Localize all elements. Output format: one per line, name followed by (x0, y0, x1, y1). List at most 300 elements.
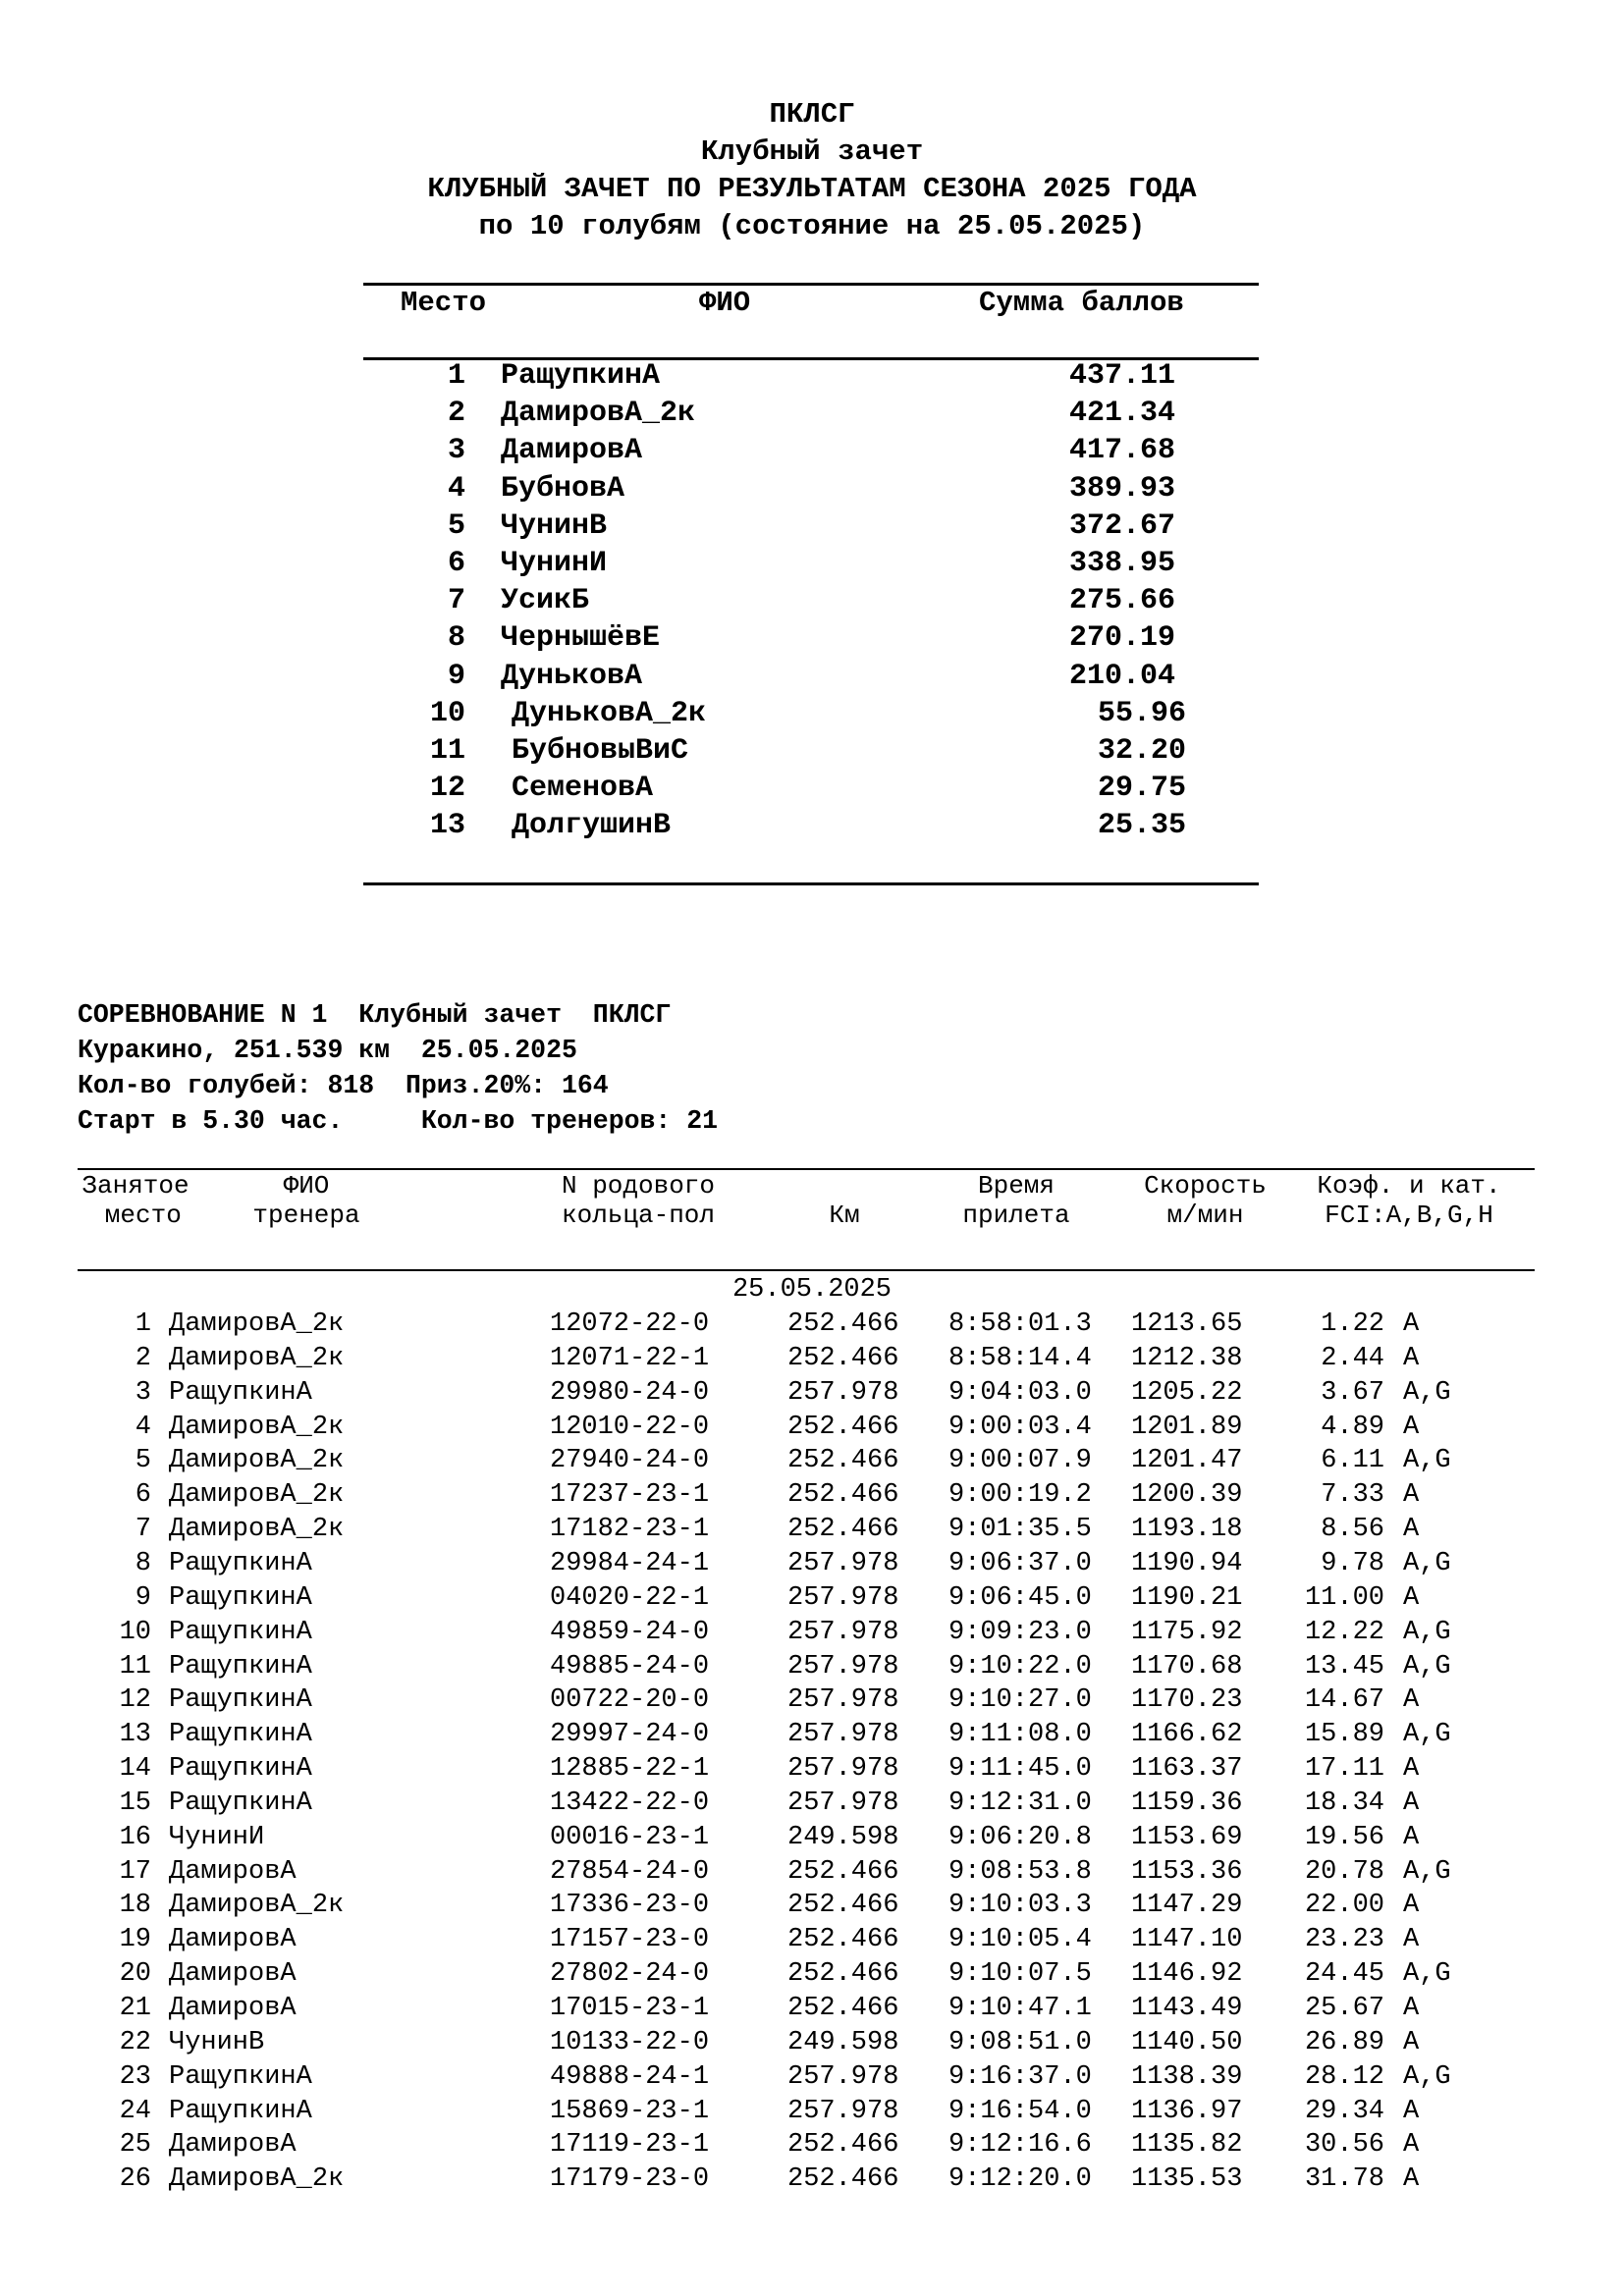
result-ring: 29980-24-0 (550, 1377, 710, 1408)
results-col-name: ФИО тренера (252, 1171, 360, 1230)
result-category: A,G (1403, 1377, 1451, 1408)
result-place: 23 (119, 2061, 151, 2092)
result-coefficient: 3.67 (1321, 1377, 1384, 1408)
standings-row (0, 397, 1624, 434)
result-speed: 1170.23 (1131, 1685, 1243, 1716)
result-coefficient: 9.78 (1321, 1548, 1384, 1578)
result-coefficient: 15.89 (1304, 1720, 1384, 1750)
standings-col-name: ФИО (699, 287, 751, 319)
standings-score: 55.96 (1097, 696, 1186, 730)
standings-place: 8 (447, 621, 465, 656)
result-category: A,G (1403, 1651, 1451, 1682)
result-km: 252.466 (787, 1925, 899, 1955)
result-category: A (1403, 1309, 1420, 1339)
result-trainer: РащупкинА (169, 1720, 312, 1750)
result-trainer: РащупкинА (169, 2061, 312, 2092)
standings-place: 1 (447, 359, 465, 393)
result-ring: 17336-23-0 (550, 1891, 710, 1921)
result-arrival-time: 9:12:16.6 (948, 2130, 1092, 2161)
results-row (0, 1378, 1624, 1413)
standings-place: 3 (447, 434, 465, 468)
result-place: 25 (119, 2130, 151, 2161)
report-subtitle: Клубный зачет (700, 135, 924, 168)
standings-score: 29.75 (1097, 772, 1186, 806)
result-arrival-time: 9:09:23.0 (948, 1617, 1092, 1647)
result-category: A (1403, 1343, 1420, 1373)
result-speed: 1170.68 (1131, 1651, 1243, 1682)
result-category: A (1403, 1788, 1420, 1818)
results-col-speed: Скорость м/мин (1144, 1171, 1267, 1230)
result-km: 252.466 (787, 1309, 899, 1339)
result-ring: 29984-24-1 (550, 1548, 710, 1578)
result-km: 257.978 (787, 1548, 899, 1578)
result-km: 257.978 (787, 1582, 899, 1613)
result-km: 257.978 (787, 1617, 899, 1647)
results-row (0, 2062, 1624, 2097)
result-place: 5 (135, 1446, 151, 1476)
result-ring: 17119-23-1 (550, 2130, 710, 2161)
result-speed: 1147.10 (1131, 1925, 1243, 1955)
result-coefficient: 29.34 (1304, 2096, 1384, 2126)
result-category: A,G (1403, 1446, 1451, 1476)
result-ring: 17015-23-1 (550, 1994, 710, 2023)
standings-name: ЧунинВ (501, 508, 608, 543)
standings-place: 11 (429, 734, 465, 768)
results-row (0, 1446, 1624, 1480)
result-place: 18 (119, 1891, 151, 1921)
results-row (0, 1413, 1624, 1447)
result-category: A (1403, 2130, 1420, 2161)
result-trainer: ДамировА_2к (169, 1309, 345, 1339)
result-trainer: РащупкинА (169, 1582, 312, 1613)
result-speed: 1147.29 (1131, 1891, 1243, 1921)
result-trainer: РащупкинА (169, 1548, 312, 1578)
result-category: A (1403, 1891, 1420, 1921)
standings-score: 372.67 (1068, 508, 1175, 543)
result-coefficient: 18.34 (1304, 1788, 1384, 1818)
result-trainer: РащупкинА (169, 1651, 312, 1682)
result-coefficient: 19.56 (1304, 1822, 1384, 1852)
results-row (0, 1583, 1624, 1618)
result-km: 252.466 (787, 1412, 899, 1442)
standings-place: 2 (447, 397, 465, 431)
result-category: A,G (1403, 1548, 1451, 1578)
result-arrival-time: 9:11:45.0 (948, 1754, 1092, 1785)
result-arrival-time: 9:06:45.0 (948, 1582, 1092, 1613)
result-place: 7 (135, 1515, 151, 1545)
result-ring: 12885-22-1 (550, 1754, 710, 1785)
result-coefficient: 31.78 (1304, 2164, 1384, 2195)
standings-row (0, 734, 1624, 772)
standings-name: БубновА (501, 471, 625, 506)
result-speed: 1135.53 (1131, 2164, 1243, 2195)
result-place: 9 (135, 1582, 151, 1613)
result-arrival-time: 8:58:01.3 (948, 1309, 1092, 1339)
result-ring: 04020-22-1 (550, 1582, 710, 1613)
results-col-coef: Коэф. и кат. FCI:A,B,G,H (1317, 1171, 1501, 1230)
result-arrival-time: 9:08:53.8 (948, 1856, 1092, 1887)
results-top-rule (78, 1168, 1535, 1170)
result-trainer: ДамировА_2к (169, 1515, 345, 1545)
standings-row (0, 697, 1624, 734)
result-arrival-time: 9:12:20.0 (948, 2164, 1092, 2195)
result-category: A (1403, 1925, 1420, 1955)
standings-score: 275.66 (1068, 584, 1175, 618)
result-speed: 1138.39 (1131, 2061, 1243, 2092)
standings-score: 32.20 (1097, 734, 1186, 768)
result-speed: 1163.37 (1131, 1754, 1243, 1785)
result-km: 257.978 (787, 2061, 899, 2092)
result-ring: 27802-24-0 (550, 1959, 710, 1990)
standings-score: 389.93 (1068, 471, 1175, 506)
result-category: A,G (1403, 1617, 1451, 1647)
report-title: КЛУБНЫЙ ЗАЧЕТ ПО РЕЗУЛЬТАТАМ СЕЗОНА 2025 ГОДА (427, 173, 1197, 205)
result-category: A (1403, 1515, 1420, 1545)
results-header-rule (78, 1269, 1535, 1271)
result-trainer: РащупкинА (169, 1617, 312, 1647)
result-ring: 29997-24-0 (550, 1720, 710, 1750)
results-col-km: Км (829, 1201, 860, 1230)
result-trainer: РащупкинА (169, 2096, 312, 2126)
result-ring: 00016-23-1 (550, 1822, 710, 1852)
result-km: 257.978 (787, 2096, 899, 2126)
results-row (0, 1959, 1624, 1994)
standings-col-score: Сумма баллов (979, 287, 1184, 319)
result-trainer: РащупкинА (169, 1377, 312, 1408)
result-speed: 1213.65 (1131, 1309, 1243, 1339)
result-coefficient: 28.12 (1304, 2061, 1384, 2092)
standings-place: 6 (447, 547, 465, 580)
result-arrival-time: 9:06:37.0 (948, 1548, 1092, 1578)
result-trainer: РащупкинА (169, 1788, 312, 1818)
results-row (0, 2164, 1624, 2199)
report-note: по 10 голубям (состояние на 25.05.2025) (478, 210, 1146, 242)
standings-top-rule (363, 283, 1259, 286)
result-coefficient: 20.78 (1304, 1856, 1384, 1887)
result-ring: 12071-22-1 (550, 1343, 710, 1373)
result-speed: 1201.89 (1131, 1412, 1243, 1442)
result-ring: 12010-22-0 (550, 1412, 710, 1442)
result-place: 12 (119, 1685, 151, 1716)
result-arrival-time: 9:16:37.0 (948, 2061, 1092, 2092)
result-arrival-time: 9:12:31.0 (948, 1788, 1092, 1818)
result-ring: 49859-24-0 (550, 1617, 710, 1647)
standings-name: БубновыВиС (512, 734, 689, 768)
standings-name: ЧунинИ (501, 547, 608, 580)
result-arrival-time: 9:06:20.8 (948, 1822, 1092, 1852)
results-col-ring: N родового кольца-пол (561, 1171, 716, 1230)
standings-name: ДолгушинВ (512, 809, 672, 843)
result-km: 252.466 (787, 1856, 899, 1887)
results-row (0, 1754, 1624, 1789)
result-trainer: ДамировА_2к (169, 1343, 345, 1373)
result-ring: 13422-22-0 (550, 1788, 710, 1818)
result-coefficient: 25.67 (1304, 1994, 1384, 2023)
result-km: 257.978 (787, 1754, 899, 1785)
results-row (0, 1925, 1624, 1959)
result-arrival-time: 9:04:03.0 (948, 1377, 1092, 1408)
result-category: A,G (1403, 1856, 1451, 1887)
result-km: 252.466 (787, 1480, 899, 1511)
standings-place: 13 (429, 809, 465, 843)
result-trainer: ДамировА_2к (169, 1446, 345, 1476)
standings-col-place: Место (401, 287, 487, 319)
result-speed: 1143.49 (1131, 1994, 1243, 2023)
result-coefficient: 8.56 (1321, 1515, 1384, 1545)
result-category: A,G (1403, 1959, 1451, 1990)
result-arrival-time: 9:10:05.4 (948, 1925, 1092, 1955)
results-row (0, 2130, 1624, 2164)
standings-score: 25.35 (1097, 809, 1186, 843)
result-coefficient: 30.56 (1304, 2130, 1384, 2161)
result-coefficient: 12.22 (1304, 1617, 1384, 1647)
result-trainer: ДамировА (169, 1994, 297, 2023)
standings-score: 270.19 (1068, 621, 1175, 656)
result-arrival-time: 9:00:07.9 (948, 1446, 1092, 1476)
standings-name: УсикБ (501, 584, 590, 618)
results-row (0, 1789, 1624, 1823)
result-category: A,G (1403, 2061, 1451, 2092)
result-speed: 1140.50 (1131, 2027, 1243, 2057)
result-arrival-time: 8:58:14.4 (948, 1343, 1092, 1373)
result-speed: 1201.47 (1131, 1446, 1243, 1476)
standings-row (0, 359, 1624, 397)
result-category: A (1403, 1480, 1420, 1511)
result-arrival-time: 9:10:27.0 (948, 1685, 1092, 1716)
standings-name: ДуньковА (501, 659, 643, 693)
results-row (0, 1549, 1624, 1583)
result-coefficient: 4.89 (1321, 1412, 1384, 1442)
result-place: 10 (119, 1617, 151, 1647)
result-arrival-time: 9:00:03.4 (948, 1412, 1092, 1442)
result-category: A (1403, 1994, 1420, 2023)
results-row (0, 1344, 1624, 1378)
standings-place: 9 (447, 659, 465, 693)
result-category: A (1403, 1412, 1420, 1442)
result-place: 2 (135, 1343, 151, 1373)
result-trainer: РащупкинА (169, 1685, 312, 1716)
result-speed: 1190.21 (1131, 1582, 1243, 1613)
result-km: 257.978 (787, 1651, 899, 1682)
result-km: 257.978 (787, 1685, 899, 1716)
standings-row (0, 772, 1624, 809)
result-place: 17 (119, 1856, 151, 1887)
result-coefficient: 1.22 (1321, 1309, 1384, 1339)
result-ring: 49888-24-1 (550, 2061, 710, 2092)
standings-row (0, 621, 1624, 659)
result-place: 21 (119, 1994, 151, 2023)
standings-bottom-rule (363, 882, 1259, 885)
result-speed: 1146.92 (1131, 1959, 1243, 1990)
result-place: 13 (119, 1720, 151, 1750)
standings-place: 7 (447, 584, 465, 618)
result-coefficient: 11.00 (1304, 1582, 1384, 1613)
results-row (0, 1480, 1624, 1515)
result-km: 252.466 (787, 1891, 899, 1921)
standings-name: ДуньковА_2к (512, 696, 707, 730)
result-coefficient: 24.45 (1304, 1959, 1384, 1990)
results-row (0, 1515, 1624, 1549)
result-coefficient: 14.67 (1304, 1685, 1384, 1716)
result-arrival-time: 9:10:22.0 (948, 1651, 1092, 1682)
competition-counts: Кол-во голубей: 818 Приз.20%: 164 (78, 1071, 609, 1100)
result-category: A (1403, 2027, 1420, 2057)
result-ring: 10133-22-0 (550, 2027, 710, 2057)
result-ring: 15869-23-1 (550, 2096, 710, 2126)
standings-place: 12 (429, 772, 465, 806)
result-place: 8 (135, 1548, 151, 1578)
standings-name: РащупкинА (501, 359, 661, 393)
result-speed: 1153.69 (1131, 1822, 1243, 1852)
result-trainer: ДамировА_2к (169, 1891, 345, 1921)
standings-score: 437.11 (1068, 359, 1175, 393)
result-ring: 12072-22-0 (550, 1309, 710, 1339)
result-trainer: ДамировА (169, 1856, 297, 1887)
result-km: 249.598 (787, 1822, 899, 1852)
results-col-place: Занятое место (81, 1171, 189, 1230)
org-title: ПКЛСГ (769, 98, 855, 131)
result-km: 252.466 (787, 1446, 899, 1476)
standings-score: 417.68 (1068, 434, 1175, 468)
standings-row (0, 809, 1624, 846)
result-trainer: ДамировА (169, 1959, 297, 1990)
results-row (0, 2028, 1624, 2062)
standings-row (0, 584, 1624, 621)
result-km: 252.466 (787, 2164, 899, 2195)
result-trainer: ЧунинВ (169, 2027, 265, 2057)
standings-score: 421.34 (1068, 397, 1175, 431)
standings-name: ДамировА_2к (501, 397, 696, 431)
standings-name: СеменовА (512, 772, 654, 806)
standings-name: ЧернышёвЕ (501, 621, 661, 656)
result-trainer: ДамировА (169, 1925, 297, 1955)
result-place: 22 (119, 2027, 151, 2057)
result-place: 20 (119, 1959, 151, 1990)
results-row (0, 2097, 1624, 2131)
result-category: A (1403, 2164, 1420, 2195)
result-category: A (1403, 1582, 1420, 1613)
result-place: 19 (119, 1925, 151, 1955)
competition-title: СОРЕВНОВАНИЕ N 1 Клубный зачет ПКЛСГ (78, 1000, 672, 1030)
result-arrival-time: 9:01:35.5 (948, 1515, 1092, 1545)
standings-place: 4 (447, 471, 465, 506)
standings-row (0, 434, 1624, 471)
result-place: 6 (135, 1480, 151, 1511)
result-km: 252.466 (787, 1959, 899, 1990)
standings-score: 210.04 (1068, 659, 1175, 693)
result-arrival-time: 9:10:03.3 (948, 1891, 1092, 1921)
result-trainer: ДамировА_2к (169, 2164, 345, 2195)
standings-place: 5 (447, 508, 465, 543)
result-km: 252.466 (787, 2130, 899, 2161)
result-place: 4 (135, 1412, 151, 1442)
result-speed: 1200.39 (1131, 1480, 1243, 1511)
result-place: 24 (119, 2096, 151, 2126)
result-coefficient: 17.11 (1304, 1754, 1384, 1785)
results-row (0, 1823, 1624, 1857)
result-speed: 1190.94 (1131, 1548, 1243, 1578)
result-place: 11 (119, 1651, 151, 1682)
result-coefficient: 2.44 (1321, 1343, 1384, 1373)
standings-score: 338.95 (1068, 547, 1175, 580)
result-speed: 1166.62 (1131, 1720, 1243, 1750)
result-place: 1 (135, 1309, 151, 1339)
standings-row (0, 472, 1624, 509)
result-place: 14 (119, 1754, 151, 1785)
results-row (0, 1857, 1624, 1892)
result-km: 252.466 (787, 1515, 899, 1545)
result-km: 252.466 (787, 1994, 899, 2023)
result-speed: 1135.82 (1131, 2130, 1243, 2161)
result-coefficient: 23.23 (1304, 1925, 1384, 1955)
result-coefficient: 26.89 (1304, 2027, 1384, 2057)
result-ring: 17182-23-1 (550, 1515, 710, 1545)
results-date: 25.05.2025 (731, 1275, 893, 1305)
result-ring: 17179-23-0 (550, 2164, 710, 2195)
standings-row (0, 660, 1624, 697)
result-place: 3 (135, 1377, 151, 1408)
result-speed: 1159.36 (1131, 1788, 1243, 1818)
result-ring: 27854-24-0 (550, 1856, 710, 1887)
result-ring: 17157-23-0 (550, 1925, 710, 1955)
result-arrival-time: 9:11:08.0 (948, 1720, 1092, 1750)
result-category: A,G (1403, 1720, 1451, 1750)
result-ring: 17237-23-1 (550, 1480, 710, 1511)
result-coefficient: 22.00 (1304, 1891, 1384, 1921)
result-km: 252.466 (787, 1343, 899, 1373)
result-speed: 1153.36 (1131, 1856, 1243, 1887)
results-row (0, 1720, 1624, 1754)
standings-row (0, 509, 1624, 547)
competition-start: Старт в 5.30 час. Кол-во тренеров: 21 (78, 1106, 719, 1136)
result-category: A (1403, 1685, 1420, 1716)
result-km: 257.978 (787, 1377, 899, 1408)
result-trainer: ДамировА (169, 2130, 297, 2161)
result-place: 15 (119, 1788, 151, 1818)
result-arrival-time: 9:00:19.2 (948, 1480, 1092, 1511)
standings-place: 10 (429, 696, 465, 730)
standings-name: ДамировА (501, 434, 643, 468)
results-row (0, 1685, 1624, 1720)
result-coefficient: 7.33 (1321, 1480, 1384, 1511)
result-speed: 1175.92 (1131, 1617, 1243, 1647)
result-coefficient: 6.11 (1321, 1446, 1384, 1476)
result-arrival-time: 9:16:54.0 (948, 2096, 1092, 2126)
result-trainer: РащупкинА (169, 1754, 312, 1785)
result-speed: 1212.38 (1131, 1343, 1243, 1373)
result-speed: 1136.97 (1131, 2096, 1243, 2126)
result-coefficient: 13.45 (1304, 1651, 1384, 1682)
result-trainer: ДамировА_2к (169, 1412, 345, 1442)
result-km: 257.978 (787, 1720, 899, 1750)
result-trainer: ДамировА_2к (169, 1480, 345, 1511)
result-speed: 1205.22 (1131, 1377, 1243, 1408)
result-place: 16 (119, 1822, 151, 1852)
results-row (0, 1994, 1624, 2028)
result-km: 249.598 (787, 2027, 899, 2057)
results-row (0, 1618, 1624, 1652)
result-category: A (1403, 1822, 1420, 1852)
competition-location: Куракино, 251.539 км 25.05.2025 (78, 1036, 577, 1065)
result-arrival-time: 9:10:07.5 (948, 1959, 1092, 1990)
result-arrival-time: 9:10:47.1 (948, 1994, 1092, 2023)
standings-row (0, 547, 1624, 584)
result-category: A (1403, 1754, 1420, 1785)
result-ring: 49885-24-0 (550, 1651, 710, 1682)
result-place: 26 (119, 2164, 151, 2195)
result-arrival-time: 9:08:51.0 (948, 2027, 1092, 2057)
results-row (0, 1891, 1624, 1925)
